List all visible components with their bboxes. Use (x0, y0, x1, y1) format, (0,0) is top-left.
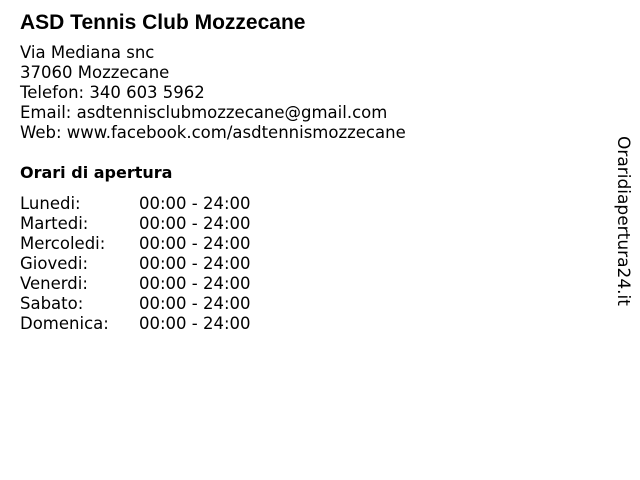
watermark-text: Oraridiapertura24.it (613, 136, 633, 306)
day-label: Venerdi: (20, 274, 88, 293)
email-line: Email: asdtennisclubmozzecane@gmail.com (20, 103, 388, 122)
site-watermark (612, 136, 636, 308)
day-label: Giovedi: (20, 254, 88, 273)
day-label: Sabato: (20, 294, 84, 313)
city-address: 37060 Mozzecane (20, 63, 170, 82)
time-range: 00:00 - 24:00 (139, 234, 251, 253)
time-range: 00:00 - 24:00 (139, 294, 251, 313)
time-range: 00:00 - 24:00 (139, 254, 251, 273)
opening-hours-heading: Orari di apertura (20, 163, 173, 182)
day-label: Mercoledi: (20, 234, 106, 253)
street-address: Via Mediana snc (20, 43, 155, 62)
time-range: 00:00 - 24:00 (139, 214, 251, 233)
time-range: 00:00 - 24:00 (139, 274, 251, 293)
day-label: Domenica: (20, 314, 109, 333)
business-name: ASD Tennis Club Mozzecane (20, 11, 306, 34)
time-range: 00:00 - 24:00 (139, 314, 251, 333)
day-label: Lunedi: (20, 194, 81, 213)
phone-line: Telefon: 340 603 5962 (20, 83, 205, 102)
web-line: Web: www.facebook.com/asdtennismozzecane (20, 123, 406, 142)
time-range: 00:00 - 24:00 (139, 194, 251, 213)
day-label: Martedi: (20, 214, 89, 233)
contact-block (20, 43, 406, 143)
